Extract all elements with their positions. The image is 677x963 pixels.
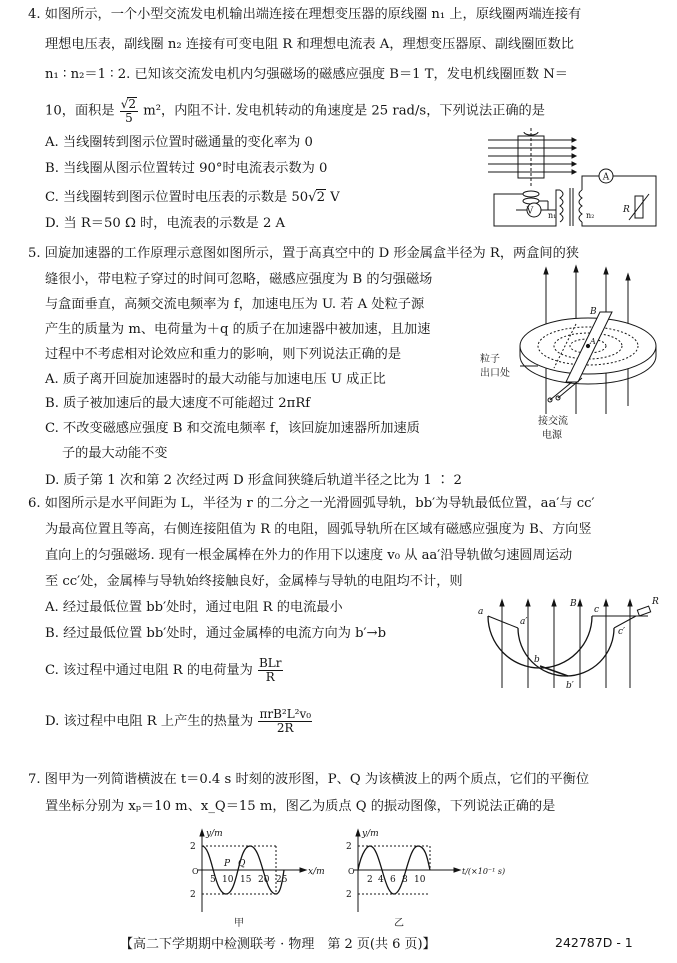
- q5-line-4: 产生的质量为 m、电荷量为＋q 的质子在加速器中被加速，且加速: [45, 322, 431, 337]
- point-p-label: P: [224, 859, 231, 869]
- label-a: a: [478, 607, 484, 617]
- exit-label-2: 出口处: [480, 368, 510, 379]
- q5-option-b: B. 质子被加速后的最大速度不可能超过 2πRf: [45, 396, 311, 411]
- q4-line-1: 4. 如图所示，一个小型交流发电机输出端连接在理想变压器的原线圈 n₁ 上，原线圈两端连接有: [28, 7, 582, 22]
- vib-xtick-2: 2: [367, 875, 373, 885]
- vib-origin: O: [348, 867, 355, 876]
- ac-label-1: 接交流: [538, 416, 568, 427]
- area-fraction: $\frac{√2}{5}$: [120, 97, 137, 125]
- vib-caption: 乙: [394, 918, 404, 929]
- wave-xtick-15: 15: [240, 875, 252, 885]
- q4-line-4-b: m²，内阻不计. 发电机转动的角速度是 25 rad/s，下列说法正确的是: [143, 103, 545, 119]
- q5-option-a: A. 质子离开回旋加速器时的最大动能与加速电压 U 成正比: [45, 372, 386, 387]
- resistor-label: R: [652, 597, 659, 607]
- q4-option-c: C. 当线圈转到图示位置时电压表的示数是 50√2 V: [45, 190, 340, 205]
- wave-xtick-5: 5: [210, 875, 216, 885]
- q4-line-4-a: 10，面积是: [45, 103, 115, 119]
- q4-line-4: [45, 97, 545, 125]
- q6-option-c: C. 该过程中通过电阻 R 的电荷量为 $\frac{\text{BLr}}{R}$: [45, 656, 282, 684]
- ammeter-label: A: [602, 172, 610, 183]
- wave-xtick-20: 20: [258, 875, 270, 885]
- q4-option-b: B. 当线圈从图示位置转过 90°时电流表示数为 0: [45, 161, 328, 176]
- wave-ylabel: y/m: [206, 829, 223, 839]
- q5-line-5: 过程中不考虑相对论效应和重力的影响，则下列说法正确的是: [45, 347, 402, 362]
- arc-rail-figure: [468, 592, 663, 692]
- vib-xtick-4: 4: [378, 875, 384, 885]
- field-b-label: B: [590, 307, 597, 317]
- ac-label-2: 电源: [542, 430, 562, 441]
- vib-xtick-6: 6: [390, 875, 396, 885]
- page-footer: 【高二下学期期中检测联考 · 物理 第 2 页(共 6 页)】: [120, 937, 436, 952]
- paper-code: 242787D - 1: [555, 935, 633, 950]
- q6-option-d: D. 该过程中电阻 R 上产生的热量为 $\frac{\text{πrB²L²v₀}}{2R}$: [45, 707, 312, 735]
- generator-transformer-figure: [486, 126, 664, 234]
- label-b: b: [534, 655, 540, 665]
- q6-option-a: A. 经过最低位置 bb′处时，通过电阻 R 的电流最小: [45, 600, 343, 615]
- q6-option-b: B. 经过最低位置 bb′处时，通过金属棒的电流方向为 b′→b: [45, 626, 387, 641]
- wave-xtick-10: 10: [222, 875, 234, 885]
- q5-line-2: 缝很小，带电粒子穿过的时间可忽略，磁感应强度为 B 的匀强磁场: [45, 272, 433, 287]
- q5-line-3: 与盒面垂直，高频交流电频率为 f，加速电压为 U. 若 A 处粒子源: [45, 297, 425, 312]
- q4-option-a: A. 当线圈转到图示位置时磁通量的变化率为 0: [45, 135, 313, 150]
- wave-y-bot: 2: [190, 890, 196, 900]
- vib-y-bot: 2: [346, 890, 352, 900]
- label-c-prime: c′: [618, 627, 626, 637]
- q6-line-4: 至 cc′处，金属棒与导轨始终接触良好，金属棒与导轨的电阻均不计，则: [45, 574, 463, 589]
- n1-label: n₁: [548, 211, 557, 220]
- field-b-label: B: [570, 599, 577, 609]
- point-q-label: Q: [238, 859, 246, 869]
- vibration-graph-figure: [340, 822, 515, 930]
- q6-line-1: 6. 如图所示是水平间距为 L，半径为 r 的二分之一光滑圆弧导轨，bb′为导轨最低位置，aa′与 cc′: [28, 496, 595, 511]
- wave-caption: 甲: [234, 918, 244, 929]
- voltmeter-label: V: [526, 206, 534, 217]
- source-a-label: A: [590, 337, 596, 346]
- q6-line-2: 为最高位置且等高，右侧连接阻值为 R 的电阻，圆弧导轨所在区域有磁感应强度为 B、方向竖: [45, 522, 592, 537]
- vib-xtick-8: 8: [402, 875, 408, 885]
- resistor-label: R: [623, 205, 630, 215]
- q4-line-3: n₁ ∶ n₂＝1 ∶ 2. 已知该交流发电机内匀强磁场的磁感应强度 B＝1 T，发电机线圈匝数 N＝: [45, 67, 568, 82]
- q6-line-3: 直向上的匀强磁场. 现有一根金属棒在外力的作用下以速度 v₀ 从 aa′沿导轨做匀速圆周运动: [45, 548, 573, 563]
- wave-xtick-25: 25: [276, 875, 288, 885]
- q7-line-2: 置坐标分别为 xₚ＝10 m、x_Q＝15 m，图乙为质点 Q 的振动图像，下列说法正确的是: [45, 799, 556, 814]
- wave-graph-figure: [176, 822, 336, 930]
- label-b-prime: b′: [566, 681, 574, 691]
- cyclotron-figure: [478, 264, 663, 464]
- vib-xlabel: t/(×10⁻¹ s): [462, 867, 506, 876]
- vib-xtick-10: 10: [414, 875, 426, 885]
- q7-line-1: 7. 图甲为一列简谐横波在 t＝0.4 s 时刻的波形图，P、Q 为该横波上的两个质点，它们的平衡位: [28, 772, 590, 787]
- q4-option-d: D. 当 R＝50 Ω 时，电流表的示数是 2 A: [45, 216, 286, 231]
- q4-line-2: 理想电压表，副线圈 n₂ 连接有可变电阻 R 和理想电流表 A，理想变压器原、副线圈匝数比: [45, 37, 574, 52]
- label-c: c: [594, 605, 600, 615]
- q5-option-c-2: 子的最大动能不变: [62, 446, 168, 461]
- exit-label-1: 粒子: [480, 354, 500, 365]
- label-a-prime: a′: [520, 617, 528, 627]
- vib-ylabel: y/m: [362, 829, 379, 839]
- wave-origin: O: [192, 867, 199, 876]
- q5-option-d: D. 质子第 1 次和第 2 次经过两 D 形盒间狭缝后轨道半径之比为 1 ∶ 2: [45, 473, 462, 488]
- q5-line-1: 5. 回旋加速器的工作原理示意图如图所示，置于高真空中的 D 形金属盒半径为 R，两盒间的狭: [28, 246, 579, 261]
- wave-y-top: 2: [190, 842, 196, 852]
- n2-label: n₂: [586, 211, 595, 220]
- wave-xlabel: x/m: [308, 867, 325, 877]
- q5-option-c-1: C. 不改变磁感应强度 B 和交流电频率 f，该回旋加速器所加速质: [45, 421, 420, 436]
- vib-y-top: 2: [346, 842, 352, 852]
